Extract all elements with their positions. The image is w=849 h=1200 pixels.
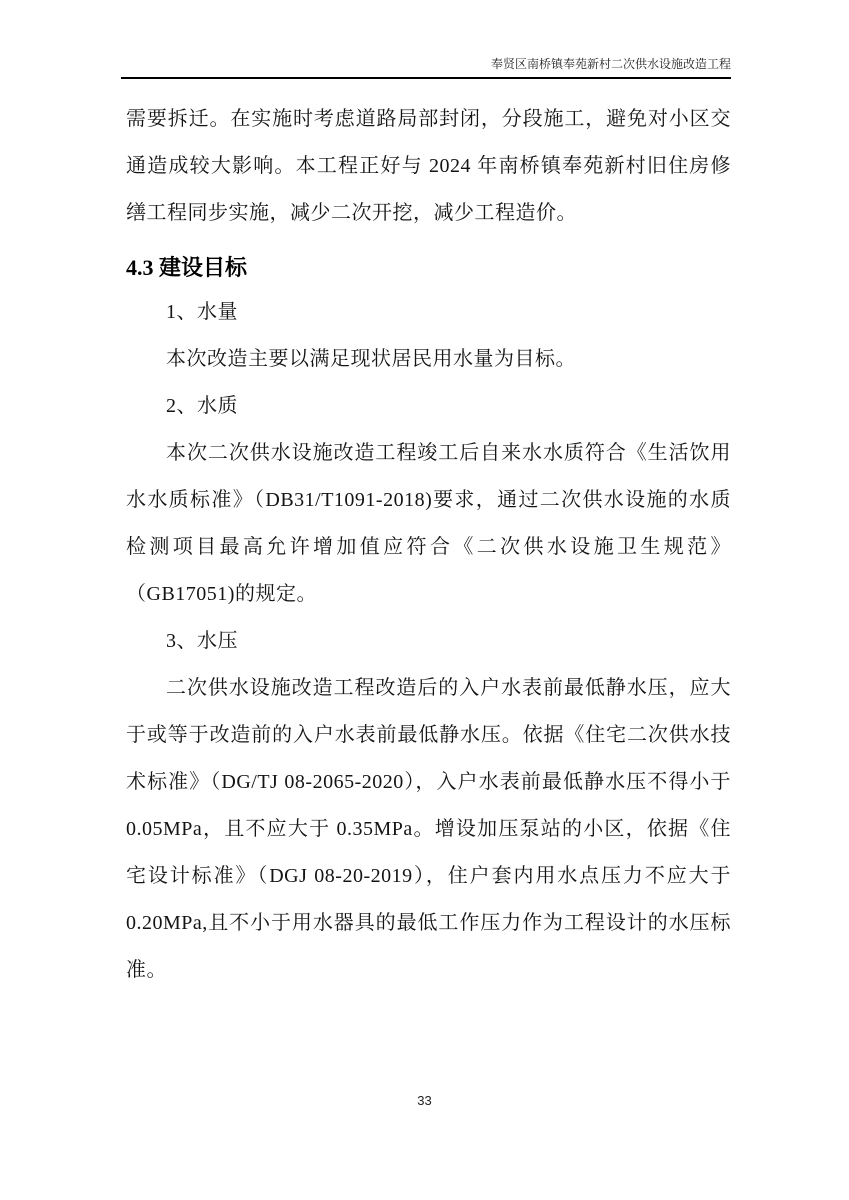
list-item-label: 1、水量 — [166, 301, 238, 323]
list-item-body: 二次供水设施改造工程改造后的入户水表前最低静水压，应大于或等于改造前的入户水表前最低静水压。依据《住宅二次供水技术标准》（DG/TJ 08-2065-2020），入户水表前最低静水压不得小于 0.05MPa，且不应大于 0.35MPa。增设加压泵站的小区，依据《住宅设计标准》（DGJ 08-20-2019），住户套内用水点压力不应大于 0.20MPa,且不小于用水器具的最低工作压力作为工程设计的水压标准。 — [126, 677, 731, 981]
section-heading: 4.3 建设目标 — [126, 255, 248, 280]
list-item-body: 本次改造主要以满足现状居民用水量为目标。 — [166, 348, 576, 370]
list-item-body: 本次二次供水设施改造工程竣工后自来水水质符合《生活饮用水水质标准》（DB31/T1091-2018)要求，通过二次供水设施的水质检测项目最高允许增加值应符合《二次供水设施卫生规范》（GB17051)的规定。 — [126, 442, 731, 605]
list-item-label: 3、水压 — [166, 630, 238, 652]
intro-paragraph: 需要拆迁。在实施时考虑道路局部封闭，分段施工，避免对小区交通造成较大影响。本工程正好与 2024 年南桥镇奉苑新村旧住房修缮工程同步实施，减少二次开挖，减少工程造价。 — [126, 108, 731, 224]
document-body — [126, 96, 731, 994]
list-item-label: 2、水质 — [166, 395, 238, 417]
page-header — [121, 56, 731, 79]
page-number: 33 — [417, 1093, 432, 1108]
header-title: 奉贤区南桥镇奉苑新村二次供水设施改造工程 — [490, 57, 731, 71]
page-footer — [0, 1093, 849, 1108]
